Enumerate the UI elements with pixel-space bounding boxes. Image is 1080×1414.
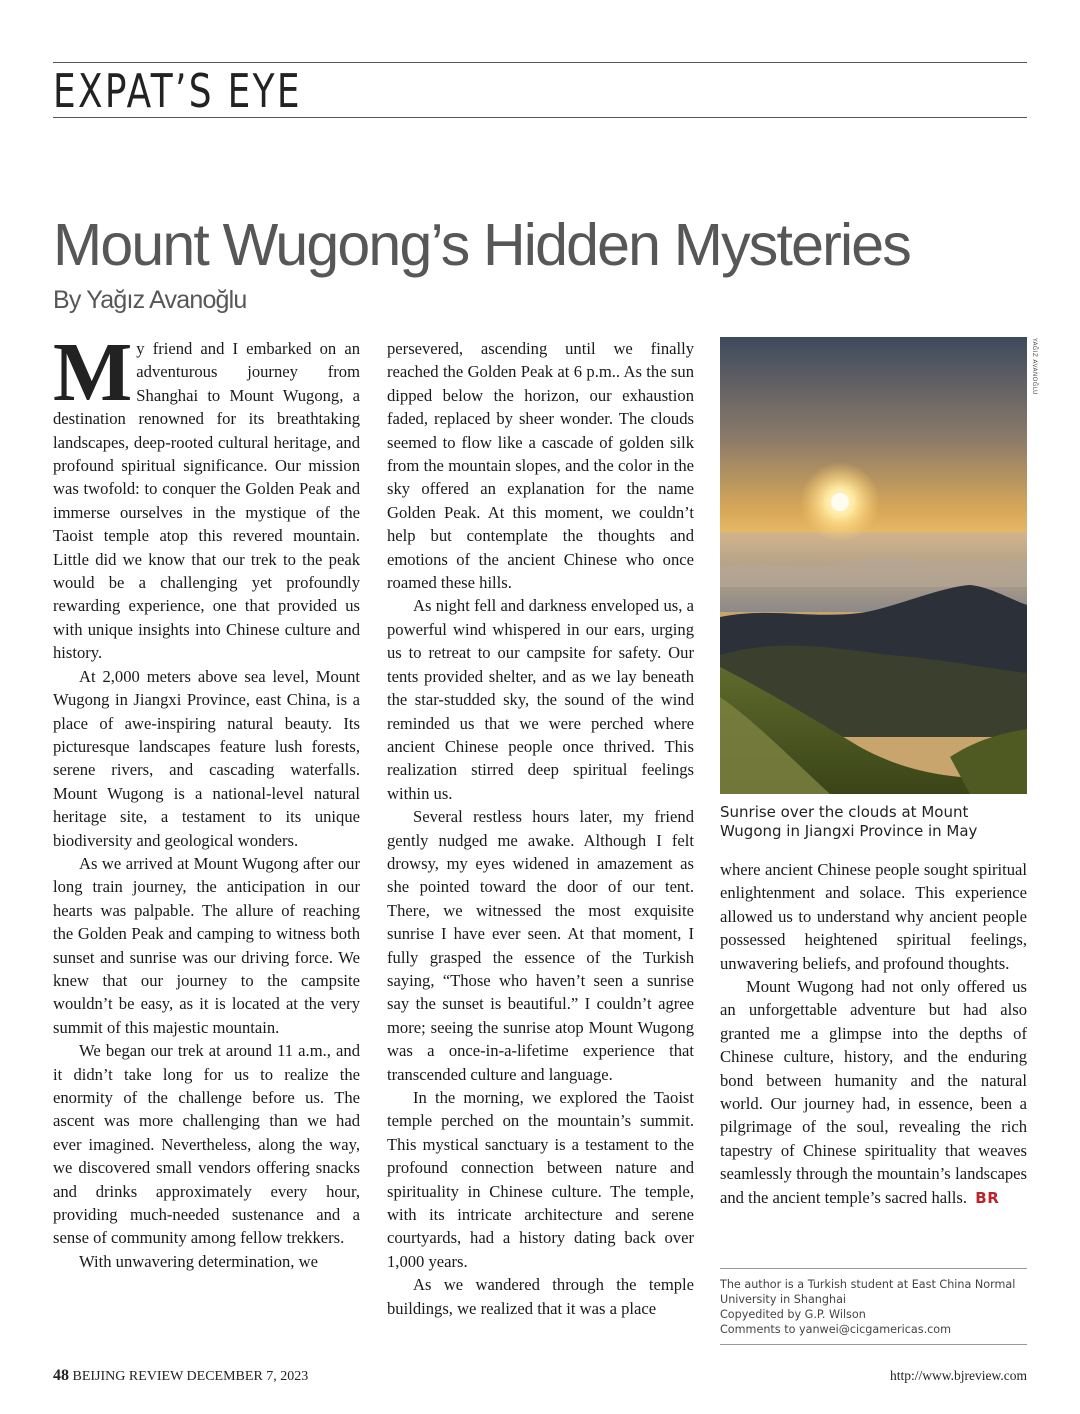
author-note-rule [720,1268,1027,1269]
article-title: Mount Wugong’s Hidden Mysteries [53,212,910,278]
paragraph: As we wandered through the temple buildings, we realized that it was a place [387,1275,694,1318]
article-column-3 [720,858,1027,1210]
sunrise-illustration [720,337,1027,794]
article-column-1 [53,326,360,1273]
paragraph: persevered, ascending until we finally reached the Golden Peak at 6 p.m.. As the sun dipped below the horizon, our exhaustion faded, replaced by sheer wonder. The clouds seemed to flow like a cascade of golden silk from the mountain slopes, and the color in the sky offered an explanation for the name Golden Peak. At this moment, we couldn’t help but contemplate the thoughts and emotions of the ancient Chinese who once roamed these hills. [387,339,694,593]
page-number: 48 [53,1367,69,1384]
section-header: EXPAT’S EYE [53,64,302,118]
publication-line: BEIJING REVIEW DECEMBER 7, 2023 [72,1369,309,1384]
paragraph: My friend and I embarked on an adventurous journey from Shanghai to Mount Wugong, a destination renowned for its breathtaking landscapes, deep-rooted cultural heritage, and profound spiritual significance. Our mission was twofold: to conquer the Golden Peak and immerse ourselves in the mystique of the Taoist temple atop this revered mountain. Little did we know that our trek to the peak would be a challenging yet profoundly rewarding experience, one that provided us with unique insights into Chinese culture and history. [53,326,360,663]
author-note [720,1277,1027,1337]
article-byline: By Yağız Avanoğlu [53,286,247,314]
paragraph: As night fell and darkness enveloped us, a powerful wind whispered in our ears, urging us to retreat to our campsite for safety. Our tents provided shelter, and as we lay beneath the star-studded sky, the sound of the wind reminded us that we were perched where ancient Chinese people once thrived. This realization stirred deep spiritual feelings within us. [387,596,694,803]
sunrise-photo [720,337,1027,794]
drop-cap: M [53,326,133,419]
paragraph: where ancient Chinese people sought spiritual enlightenment and solace. This experience allowed us to understand why ancient people possessed heightened spiritual feelings, unwavering beliefs, and profound thoughts. [720,860,1027,973]
author-note-line: The author is a Turkish student at East China Normal University in Shanghai [720,1278,1016,1306]
paragraph: We began our trek at around 11 a.m., and it didn’t take long for us to realize the enormity of the challenge before us. The ascent was more challenging than we had ever imagined. Nevertheless, along the way, we discovered small vendors offering snacks and drinks approximately every hour, providing much-needed sustenance and a sense of community among fellow trekkers. [53,1041,360,1248]
copyeditor-line: Copyedited by G.P. Wilson [720,1308,866,1321]
paragraph: With unwavering determination, we [79,1251,318,1271]
comments-line: Comments to yanwei@cicgamericas.com [720,1323,952,1336]
paragraph: Several restless hours later, my friend gently nudged me awake. Although I felt drowsy, my eyes widened in amazement as she pointed toward the door of our tent. There, we witnessed the most exquisite sunrise I have ever seen. At that moment, I fully grasped the essence of the Turkish saying, “Those who haven’t seen a sunrise say the sunset is beautiful.” I couldn’t agree more; seeing the sunrise atop Mount Wugong was a once-in-a-lifetime experience that transcended culture and language. [387,807,694,1084]
top-rule [53,62,1027,63]
footer-url[interactable]: http://www.bjreview.com [890,1368,1027,1383]
page-footer-left [53,1367,308,1385]
paragraph: Mount Wugong had not only offered us an unforgettable adventure but had also granted me a glimpse into the depths of Chinese culture, history, and the enduring bond between humanity and the natural world. Our journey had, in essence, been a pilgrimage of the soul, revealing the rich tapestry of Chinese spirituality that weaves seamlessly through the mountain’s landscapes and the ancient temple’s sacred halls. BR [720,977,1027,1207]
paragraph: In the morning, we explored the Taoist temple perched on the mountain’s summit. This mystical sanctuary is a testament to the profound connection between nature and spirituality in Chinese culture. The temple, with its intricate architecture and serene courtyards, had a history dating back over 1,000 years. [387,1088,694,1271]
paragraph: As we arrived at Mount Wugong after our long train journey, the anticipation in our hearts was palpable. The allure of reaching the Golden Peak and camping to witness both sunset and sunrise was our driving force. We knew that our journey to the campsite wouldn’t be easy, as it is located at the very summit of this majestic mountain. [53,853,360,1037]
photo-credit: YAĞIZ AVANOĞLU [1031,338,1038,395]
photo-caption: Sunrise over the clouds at Mount Wugong in Jiangxi Province in May [720,803,978,840]
article-column-2 [387,337,694,1320]
paragraph: At 2,000 meters above sea level, Mount Wugong in Jiangxi Province, east China, is a place of awe-inspiring natural beauty. Its picturesque landscapes feature lush forests, serene rivers, and cascading waterfalls. Mount Wugong is a national-level natural heritage site, a testament to its unique biodiversity and geological wonders. [53,666,360,850]
end-mark: BR [975,1188,1000,1207]
header-rule [53,117,1027,118]
author-note-bottom-rule [720,1344,1027,1345]
